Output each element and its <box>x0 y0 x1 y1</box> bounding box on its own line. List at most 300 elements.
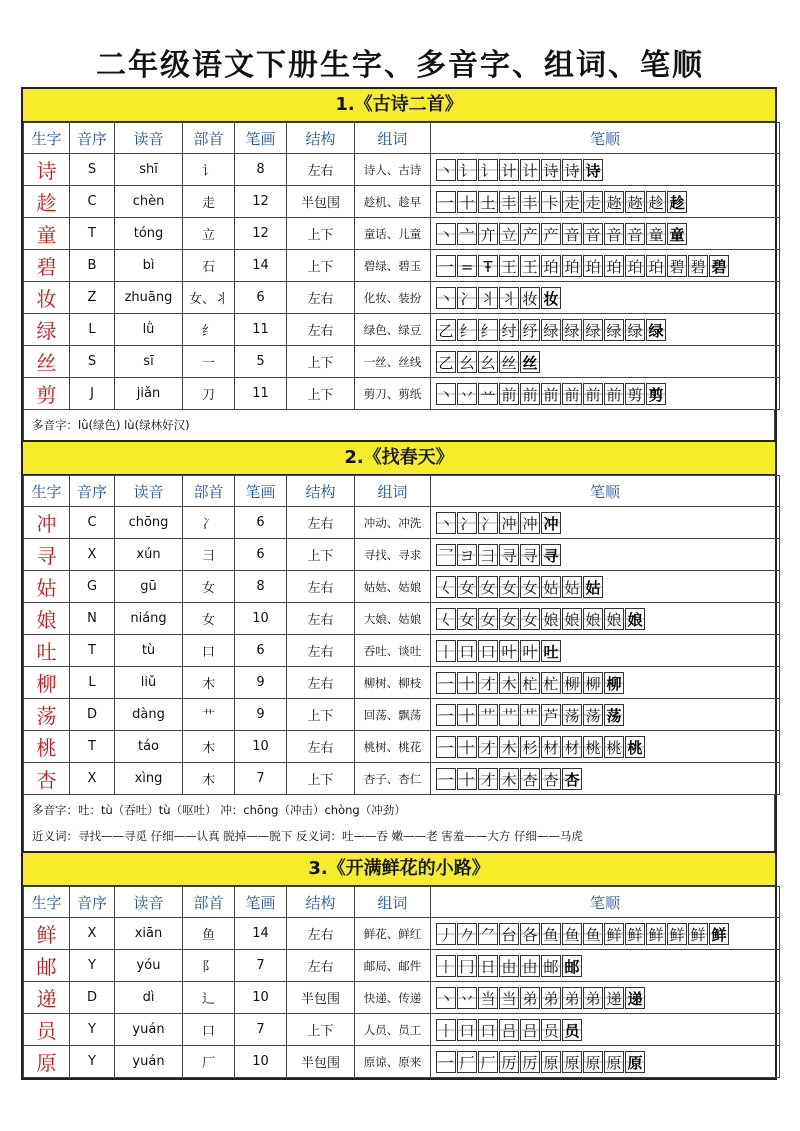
stroke-step-box: 一 <box>436 704 456 726</box>
stroke-step-box: 绿 <box>646 319 666 341</box>
stroke-step-box: 材 <box>562 736 582 758</box>
column-header: 笔画 <box>235 123 287 154</box>
stroke-step-box: 前 <box>541 383 561 405</box>
stroke-step-box: 十 <box>457 704 477 726</box>
words-cell: 剪刀、剪纸 <box>355 378 431 410</box>
initial-cell: Y <box>70 1046 115 1078</box>
stroke-step-box: 鲜 <box>667 923 687 945</box>
stroke-step-box: 杏 <box>520 768 540 790</box>
initial-cell: S <box>70 154 115 186</box>
stroke-step-box: 冲 <box>520 512 540 534</box>
structure-cell: 左右 <box>287 918 355 950</box>
stroke-step-box: 姑 <box>583 576 603 598</box>
structure-cell: 左右 <box>287 154 355 186</box>
stroke-step-box: 一 <box>436 768 456 790</box>
words-cell: 一丝、丝线 <box>355 346 431 378</box>
initial-cell: L <box>70 314 115 346</box>
stroke-step-box: 鱼 <box>541 923 561 945</box>
stroke-step-box: 日 <box>478 955 498 977</box>
stroke-step-box: 绿 <box>583 319 603 341</box>
stroke-step-box: 丶 <box>436 987 456 1009</box>
note-line: 近义词：寻找——寻觅 仔细——认真 脱掉——脱下 反义词：吐——吞 嫩——老 害羞——大方 仔细——马虎 <box>32 829 583 843</box>
stroke-step-box: 口 <box>457 640 477 662</box>
initial-cell: T <box>70 731 115 763</box>
section-notes <box>23 795 775 851</box>
words-cell: 绿色、绿豆 <box>355 314 431 346</box>
pinyin-cell: niáng <box>115 603 183 635</box>
column-header: 音序 <box>70 476 115 507</box>
stroke-step-box: 丶 <box>436 383 456 405</box>
stroke-count-cell: 7 <box>235 763 287 795</box>
stroke-count-cell: 9 <box>235 699 287 731</box>
initial-cell: X <box>70 539 115 571</box>
stroke-step-box: 绿 <box>562 319 582 341</box>
stroke-step-box: 由 <box>520 955 540 977</box>
stroke-count-cell: 10 <box>235 603 287 635</box>
stroke-step-box: 鲜 <box>604 923 624 945</box>
stroke-step-box: 走 <box>562 191 582 213</box>
stroke-order-cell <box>431 603 780 635</box>
stroke-step-box: 音 <box>625 223 645 245</box>
column-header: 结构 <box>287 476 355 507</box>
stroke-step-box: ⺈ <box>478 923 498 945</box>
words-cell: 快递、传递 <box>355 982 431 1014</box>
stroke-step-box: 土 <box>478 191 498 213</box>
section-title: 3.《开满鲜花的小路》 <box>23 851 775 886</box>
stroke-count-cell: 8 <box>235 154 287 186</box>
words-cell: 冲动、冲洗 <box>355 507 431 539</box>
structure-cell: 左右 <box>287 667 355 699</box>
words-cell: 桃树、桃花 <box>355 731 431 763</box>
structure-cell: 左右 <box>287 507 355 539</box>
character-cell: 桃 <box>24 731 70 763</box>
stroke-step-box: 珀 <box>583 255 603 277</box>
structure-cell: 左右 <box>287 603 355 635</box>
stroke-step-box: 丬 <box>478 287 498 309</box>
stroke-order-cell <box>431 982 780 1014</box>
radical-cell: 一 <box>183 346 235 378</box>
stroke-step-box: 厂 <box>478 1051 498 1073</box>
table-row <box>24 603 780 635</box>
stroke-step-box: 前 <box>499 383 519 405</box>
stroke-step-box: 𡿨 <box>436 576 456 598</box>
pinyin-cell: táo <box>115 731 183 763</box>
stroke-step-box: 乙 <box>436 351 456 373</box>
stroke-step-box: 𠂊 <box>457 923 477 945</box>
stroke-step-box: 艹 <box>478 704 498 726</box>
stroke-count-cell: 6 <box>235 507 287 539</box>
table-row <box>24 918 780 950</box>
structure-cell: 左右 <box>287 635 355 667</box>
column-header: 生字 <box>24 887 70 918</box>
column-header: 部首 <box>183 887 235 918</box>
character-cell: 冲 <box>24 507 70 539</box>
initial-cell: D <box>70 699 115 731</box>
stroke-count-cell: 11 <box>235 314 287 346</box>
stroke-step-box: 由 <box>499 955 519 977</box>
table-row <box>24 507 780 539</box>
radical-cell: 冫 <box>183 507 235 539</box>
stroke-step-box: 杧 <box>520 672 540 694</box>
character-cell: 丝 <box>24 346 70 378</box>
section-title: 2.《找春天》 <box>23 440 775 475</box>
stroke-order-cell <box>431 378 780 410</box>
stroke-step-box: 丰 <box>520 191 540 213</box>
stroke-step-box: 一 <box>436 1051 456 1073</box>
pinyin-cell: sī <box>115 346 183 378</box>
stroke-step-box: 丷 <box>457 383 477 405</box>
words-cell: 人员、员工 <box>355 1014 431 1046</box>
radical-cell: 木 <box>183 763 235 795</box>
column-header: 读音 <box>115 887 183 918</box>
stroke-step-box: 前 <box>604 383 624 405</box>
stroke-step-box: 弟 <box>562 987 582 1009</box>
stroke-step-box: 妆 <box>520 287 540 309</box>
stroke-step-box: 丨 <box>436 640 456 662</box>
character-table <box>23 122 780 410</box>
stroke-step-box: 寻 <box>499 544 519 566</box>
words-cell: 杏子、杏仁 <box>355 763 431 795</box>
words-cell: 吞吐、谈吐 <box>355 635 431 667</box>
stroke-step-box: 鲜 <box>625 923 645 945</box>
table-row <box>24 699 780 731</box>
pinyin-cell: xìng <box>115 763 183 795</box>
stroke-step-box: 叶 <box>499 640 519 662</box>
radical-cell: 口 <box>183 635 235 667</box>
column-header: 音序 <box>70 123 115 154</box>
stroke-count-cell: 12 <box>235 218 287 250</box>
character-cell: 原 <box>24 1046 70 1078</box>
stroke-step-box: 前 <box>520 383 540 405</box>
pinyin-cell: yuán <box>115 1046 183 1078</box>
stroke-order-cell <box>431 186 780 218</box>
radical-cell: 厂 <box>183 1046 235 1078</box>
section-title: 1.《古诗二首》 <box>23 89 775 122</box>
column-header: 读音 <box>115 476 183 507</box>
stroke-order-cell <box>431 314 780 346</box>
character-cell: 递 <box>24 982 70 1014</box>
stroke-step-box: 弟 <box>583 987 603 1009</box>
initial-cell: Y <box>70 1014 115 1046</box>
stroke-step-box: 珀 <box>646 255 666 277</box>
stroke-step-box: 幺 <box>457 351 477 373</box>
pinyin-cell: shī <box>115 154 183 186</box>
table-row <box>24 1046 780 1078</box>
note-line: 多音字：lǜ(绿色) lù(绿林好汉) <box>32 418 190 432</box>
stroke-step-box: 口 <box>478 640 498 662</box>
stroke-step-box: 厉 <box>520 1051 540 1073</box>
structure-cell: 左右 <box>287 950 355 982</box>
table-row <box>24 667 780 699</box>
stroke-step-box: 䒑 <box>478 383 498 405</box>
radical-cell: 木 <box>183 731 235 763</box>
stroke-count-cell: 7 <box>235 950 287 982</box>
stroke-order-cell <box>431 1014 780 1046</box>
stroke-step-box: 叶 <box>520 640 540 662</box>
stroke-step-box: 弟 <box>541 987 561 1009</box>
structure-cell: 左右 <box>287 571 355 603</box>
initial-cell: S <box>70 346 115 378</box>
stroke-step-box: 纣 <box>499 319 519 341</box>
table-row <box>24 539 780 571</box>
stroke-step-box: 递 <box>604 987 624 1009</box>
stroke-step-box: 鲜 <box>646 923 666 945</box>
stroke-step-box: 诗 <box>562 159 582 181</box>
stroke-step-box: 女 <box>520 576 540 598</box>
stroke-step-box: 芦 <box>541 704 561 726</box>
stroke-step-box: 女 <box>478 576 498 598</box>
stroke-step-box: 乙 <box>436 319 456 341</box>
words-cell: 碧绿、碧玉 <box>355 250 431 282</box>
initial-cell: L <box>70 667 115 699</box>
stroke-step-box: 丨 <box>436 1019 456 1041</box>
stroke-order-cell <box>431 667 780 699</box>
radical-cell: 纟 <box>183 314 235 346</box>
words-cell: 柳树、柳枝 <box>355 667 431 699</box>
header-row <box>24 887 780 918</box>
table-row <box>24 950 780 982</box>
radical-cell: 辶 <box>183 982 235 1014</box>
stroke-step-box: 立 <box>499 223 519 245</box>
pinyin-cell: zhuāng <box>115 282 183 314</box>
section-notes <box>23 410 775 440</box>
radical-cell: 木 <box>183 667 235 699</box>
stroke-step-box: 杏 <box>562 768 582 790</box>
stroke-step-box: 姑 <box>541 576 561 598</box>
stroke-step-box: 才 <box>478 672 498 694</box>
stroke-step-box: 娘 <box>562 608 582 630</box>
initial-cell: X <box>70 763 115 795</box>
stroke-count-cell: 9 <box>235 667 287 699</box>
stroke-step-box: 童 <box>646 223 666 245</box>
structure-cell: 上下 <box>287 250 355 282</box>
initial-cell: J <box>70 378 115 410</box>
character-cell: 柳 <box>24 667 70 699</box>
table-row <box>24 186 780 218</box>
character-cell: 吐 <box>24 635 70 667</box>
stroke-order-cell <box>431 571 780 603</box>
stroke-step-box: 十 <box>457 672 477 694</box>
structure-cell: 上下 <box>287 699 355 731</box>
stroke-step-box: 诗 <box>583 159 603 181</box>
character-cell: 剪 <box>24 378 70 410</box>
header-row <box>24 476 780 507</box>
stroke-step-box: 吐 <box>541 640 561 662</box>
stroke-step-box: 丶 <box>436 287 456 309</box>
stroke-step-box: 碧 <box>688 255 708 277</box>
stroke-step-box: 娘 <box>625 608 645 630</box>
stroke-step-box: 剪 <box>646 383 666 405</box>
page-title: 二年级语文下册生字、多音字、组词、笔顺 <box>96 48 704 83</box>
stroke-step-box: 杏 <box>541 768 561 790</box>
stroke-step-box: 口 <box>457 1019 477 1041</box>
pinyin-cell: jiǎn <box>115 378 183 410</box>
stroke-step-box: 一 <box>436 255 456 277</box>
stroke-step-box: 剪 <box>625 383 645 405</box>
stroke-step-box: 前 <box>583 383 603 405</box>
stroke-step-box: 𡿨 <box>436 608 456 630</box>
radical-cell: 鱼 <box>183 918 235 950</box>
stroke-step-box: 荡 <box>604 704 624 726</box>
stroke-order-cell <box>431 154 780 186</box>
column-header: 结构 <box>287 887 355 918</box>
character-cell: 碧 <box>24 250 70 282</box>
stroke-step-box: 女 <box>457 608 477 630</box>
character-cell: 妆 <box>24 282 70 314</box>
stroke-count-cell: 10 <box>235 982 287 1014</box>
radical-cell: 刀 <box>183 378 235 410</box>
stroke-step-box: 女 <box>520 608 540 630</box>
words-cell: 寻找、寻求 <box>355 539 431 571</box>
table-row <box>24 378 780 410</box>
pinyin-cell: chèn <box>115 186 183 218</box>
stroke-order-cell <box>431 763 780 795</box>
stroke-step-box: 妆 <box>541 287 561 309</box>
stroke-step-box: 鱼 <box>583 923 603 945</box>
stroke-step-box: 绿 <box>604 319 624 341</box>
character-cell: 寻 <box>24 539 70 571</box>
stroke-step-box: 材 <box>541 736 561 758</box>
stroke-step-box: 寻 <box>520 544 540 566</box>
initial-cell: T <box>70 635 115 667</box>
stroke-step-box: 产 <box>541 223 561 245</box>
character-cell: 荡 <box>24 699 70 731</box>
structure-cell: 上下 <box>287 539 355 571</box>
stroke-step-box: 音 <box>583 223 603 245</box>
stroke-step-box: Ŧ <box>478 255 498 277</box>
stroke-step-box: 丝 <box>499 351 519 373</box>
stroke-count-cell: 5 <box>235 346 287 378</box>
pinyin-cell: dàng <box>115 699 183 731</box>
stroke-step-box: 一 <box>436 736 456 758</box>
stroke-step-box: 各 <box>520 923 540 945</box>
stroke-step-box: 纟 <box>457 319 477 341</box>
initial-cell: Y <box>70 950 115 982</box>
pinyin-cell: xún <box>115 539 183 571</box>
stroke-step-box: 纾 <box>520 319 540 341</box>
stroke-step-box: 鱼 <box>562 923 582 945</box>
stroke-step-box: 珀 <box>625 255 645 277</box>
stroke-step-box: 亣 <box>478 223 498 245</box>
stroke-step-box: 乛 <box>436 544 456 566</box>
column-header: 生字 <box>24 476 70 507</box>
note-line: 多音字：吐：tù（吞吐）tù（呕吐） 冲：chōng（冲击）chòng（冲劲） <box>32 803 406 817</box>
stroke-step-box: 娘 <box>541 608 561 630</box>
stroke-step-box: 台 <box>499 923 519 945</box>
radical-cell: 走 <box>183 186 235 218</box>
column-header: 笔画 <box>235 887 287 918</box>
stroke-step-box: 珀 <box>604 255 624 277</box>
stroke-step-box: 绿 <box>541 319 561 341</box>
stroke-count-cell: 12 <box>235 186 287 218</box>
column-header: 结构 <box>287 123 355 154</box>
pinyin-cell: lǜ <box>115 314 183 346</box>
pinyin-cell: tóng <box>115 218 183 250</box>
stroke-order-cell <box>431 918 780 950</box>
stroke-count-cell: 14 <box>235 918 287 950</box>
stroke-count-cell: 6 <box>235 539 287 571</box>
stroke-step-box: 彐 <box>478 544 498 566</box>
stroke-order-cell <box>431 507 780 539</box>
stroke-step-box: 十 <box>457 736 477 758</box>
stroke-count-cell: 10 <box>235 1046 287 1078</box>
stroke-step-box: 递 <box>625 987 645 1009</box>
stroke-step-box: 计 <box>499 159 519 181</box>
table-row <box>24 571 780 603</box>
stroke-step-box: 原 <box>604 1051 624 1073</box>
initial-cell: T <box>70 218 115 250</box>
stroke-step-box: 女 <box>499 576 519 598</box>
stroke-step-box: 王 <box>499 255 519 277</box>
column-header: 部首 <box>183 123 235 154</box>
pinyin-cell: yóu <box>115 950 183 982</box>
stroke-step-box: 王 <box>520 255 540 277</box>
table-row <box>24 314 780 346</box>
radical-cell: 女、丬 <box>183 282 235 314</box>
stroke-step-box: 丰 <box>499 191 519 213</box>
stroke-count-cell: 7 <box>235 1014 287 1046</box>
words-cell: 诗人、古诗 <box>355 154 431 186</box>
stroke-step-box: 音 <box>604 223 624 245</box>
character-cell: 娘 <box>24 603 70 635</box>
words-cell: 鲜花、鲜红 <box>355 918 431 950</box>
words-cell: 趁机、趁早 <box>355 186 431 218</box>
stroke-step-box: 荡 <box>583 704 603 726</box>
structure-cell: 上下 <box>287 763 355 795</box>
pinyin-cell: xiān <box>115 918 183 950</box>
stroke-step-box: 讠 <box>457 159 477 181</box>
stroke-order-cell <box>431 950 780 982</box>
stroke-step-box: 纟 <box>478 319 498 341</box>
stroke-step-box: 冫 <box>478 512 498 534</box>
stroke-step-box: 冫 <box>457 287 477 309</box>
stroke-step-box: 冲 <box>541 512 561 534</box>
column-header: 笔顺 <box>431 123 780 154</box>
column-header: 笔顺 <box>431 887 780 918</box>
stroke-count-cell: 6 <box>235 635 287 667</box>
column-header: 组词 <box>355 123 431 154</box>
stroke-step-box: 厉 <box>499 1051 519 1073</box>
stroke-order-cell <box>431 282 780 314</box>
stroke-step-box: 柳 <box>562 672 582 694</box>
stroke-step-box: 杉 <box>520 736 540 758</box>
stroke-step-box: 计 <box>520 159 540 181</box>
radical-cell: 阝 <box>183 950 235 982</box>
table-row <box>24 635 780 667</box>
stroke-step-box: 童 <box>667 223 687 245</box>
initial-cell: D <box>70 982 115 1014</box>
stroke-step-box: 吕 <box>520 1019 540 1041</box>
pinyin-cell: dì <box>115 982 183 1014</box>
stroke-step-box: 讠 <box>478 159 498 181</box>
pinyin-cell: yuán <box>115 1014 183 1046</box>
stroke-order-cell <box>431 731 780 763</box>
stroke-step-box: 杧 <box>541 672 561 694</box>
table-row <box>24 1014 780 1046</box>
initial-cell: C <box>70 507 115 539</box>
pinyin-cell: bì <box>115 250 183 282</box>
table-row <box>24 982 780 1014</box>
stroke-step-box: 吕 <box>499 1019 519 1041</box>
stroke-step-box: 碧 <box>667 255 687 277</box>
stroke-step-box: ヨ <box>457 544 477 566</box>
header-row <box>24 123 780 154</box>
stroke-step-box: 艹 <box>520 704 540 726</box>
radical-cell: 艹 <box>183 699 235 731</box>
radical-cell: 口 <box>183 1014 235 1046</box>
column-header: 组词 <box>355 476 431 507</box>
structure-cell: 上下 <box>287 218 355 250</box>
